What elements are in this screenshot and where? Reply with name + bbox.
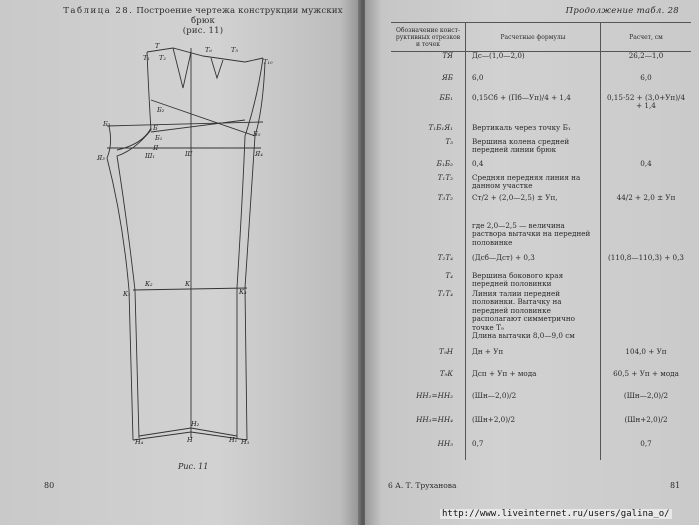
row-point: Т₂Т₄	[437, 252, 453, 262]
label-Sh: Ш	[185, 150, 193, 158]
row-point: Т₃Т₂	[437, 192, 453, 202]
row-point: НН₃=НН₄	[416, 415, 453, 424]
table-row	[391, 222, 691, 254]
label-T6: Т₆	[205, 46, 212, 54]
table-row	[391, 290, 691, 333]
row-formula: 0,15Сб + (Пб—Уп)/4 + 1,4	[466, 94, 601, 124]
label-B5: Б₅	[253, 130, 261, 138]
row-calc: (110,8—110,3) + 0,3	[608, 252, 684, 262]
table-body	[391, 52, 691, 461]
table-title-ref: (рис. 11)	[182, 26, 224, 36]
label-N5: Н₂	[191, 420, 200, 428]
row-calc	[601, 290, 692, 333]
table-row	[391, 440, 691, 460]
table-title-text: Построение чертежа конструкции мужских брюк	[136, 6, 343, 26]
inseam-left	[117, 52, 151, 438]
row-calc: 0,7	[640, 439, 652, 448]
label-Ya3: Я₃	[97, 154, 105, 162]
label-T2: Т₂	[159, 54, 166, 62]
row-calc	[601, 138, 692, 160]
label-K: К	[185, 280, 191, 288]
table-row	[391, 74, 691, 94]
row-formula: Дс—(1,0—2,0)	[466, 52, 601, 74]
label-T5: Т₅	[231, 46, 238, 54]
table-row	[391, 52, 691, 74]
continuation-header: Продолжение табл. 28	[565, 6, 679, 16]
label-K1: К₁	[123, 290, 131, 298]
left-page-number: 80	[44, 481, 55, 490]
source-url[interactable]: http://www.liveinternet.ru/users/galina_o/	[442, 509, 670, 519]
table-header-row	[391, 23, 691, 52]
table-row	[391, 392, 691, 416]
hip-line	[107, 122, 263, 126]
row-formula: 6,0	[466, 74, 601, 94]
construction-table	[391, 22, 691, 460]
table-row	[391, 272, 691, 290]
label-Sh1: Ш₁	[145, 152, 156, 160]
row-calc: 0,4	[640, 158, 652, 168]
row-calc	[601, 222, 692, 254]
label-N1: Н₁	[229, 436, 238, 444]
row-calc: (Шн+2,0)/2	[624, 415, 668, 424]
row-formula: Вертикаль через точку Б₁	[466, 124, 601, 138]
label-B3: Б₃	[103, 120, 111, 128]
table-row	[391, 138, 691, 160]
dart-back	[211, 58, 223, 78]
row-calc: (Шн—2,0)/2	[623, 391, 669, 400]
row-formula: Вершина бокового края передней половинки	[466, 272, 601, 290]
table-row	[391, 416, 691, 440]
row-point: Т₁Б₁Я₁	[428, 122, 453, 132]
row-formula: Ст/2 + (2,0—2,5) ± Уп,	[466, 194, 601, 222]
col-header-formulas: Расчетные формулы	[466, 23, 601, 52]
row-point: ЯБ	[441, 72, 453, 82]
table-title	[58, 6, 348, 36]
right-page	[365, 0, 699, 525]
row-point: НН₅	[437, 439, 453, 448]
row-calc: 0,15·52 + (3,0+Уп)/4 + 1,4	[606, 92, 686, 110]
label-Ya4: Я₄	[255, 150, 263, 158]
label-T1: Т₁	[143, 54, 150, 62]
row-calc	[601, 174, 692, 194]
table-row	[391, 94, 691, 124]
row-calc: 44/2 + 2,0 ± Уп	[616, 192, 676, 202]
row-point: Т₁Т₂	[437, 172, 453, 182]
right-page-number: 81	[670, 481, 681, 490]
label-T10: Т₁₀	[263, 58, 273, 66]
dart-front	[173, 48, 191, 88]
row-formula: Вершина колена средней передней линии брюк	[466, 138, 601, 160]
label-B2: Б₂	[157, 106, 165, 114]
row-formula: Дн + Уп	[466, 348, 601, 370]
row-formula: 0,4	[466, 160, 601, 174]
label-N: Н	[187, 436, 193, 444]
label-T: Т	[155, 42, 160, 50]
row-calc	[601, 332, 692, 348]
table-row	[391, 160, 691, 174]
col-header-calc: Расчет, см	[601, 23, 692, 52]
row-formula: Дсп + Уп + мода	[466, 370, 601, 392]
figure-caption: Рис. 11	[178, 462, 209, 471]
side-seam-right-back	[245, 62, 265, 440]
row-point: Т₃	[445, 136, 453, 146]
row-formula: 0,7	[466, 440, 601, 460]
row-calc: 26,2—1,0	[628, 51, 664, 60]
label-B: Б	[153, 124, 158, 132]
author-footer: 6 А. Т. Труханова	[388, 481, 457, 490]
label-N3: Н₃	[241, 438, 250, 446]
knee-line	[133, 288, 247, 290]
row-calc: 104,0 + Уп	[625, 347, 667, 356]
row-point: НН₁=НН₂	[416, 391, 453, 400]
row-formula: (Дсб—Дст) + 0,3	[466, 254, 601, 272]
trouser-pattern-drawing	[95, 40, 295, 450]
row-calc	[601, 124, 692, 138]
row-calc: 60,5 + Уп + мода	[613, 369, 679, 378]
row-point: ББ₁	[439, 92, 453, 102]
row-formula: (Шн—2,0)/2	[466, 392, 601, 416]
row-point	[391, 222, 466, 254]
row-formula: где 2,0—2,5 — величина раствора вытачки на передней половинке	[466, 222, 601, 254]
row-point	[391, 332, 466, 348]
row-point: ТЯ	[442, 51, 453, 60]
table-row	[391, 332, 691, 348]
slant-line	[151, 100, 255, 136]
label-N4: Н₄	[135, 438, 144, 446]
table-title-prefix: Таблица 28.	[63, 6, 134, 16]
table-row	[391, 254, 691, 272]
row-point: Т₄	[445, 270, 453, 280]
row-point: Т₉Н	[439, 347, 453, 356]
row-calc: 6,0	[640, 72, 652, 82]
pocket-line	[151, 120, 245, 132]
row-point: Т₁Т₄	[437, 288, 453, 298]
col-header-points: Обозначение конст-руктивных отрезков и точек	[391, 23, 466, 52]
label-K2: К₂	[145, 280, 153, 288]
label-Ya: Я	[153, 144, 159, 152]
table-row	[391, 174, 691, 194]
row-point: Т₉К	[439, 369, 453, 378]
row-formula: Линия талии передней половинки. Вытачку на передней половинке располагают симметрично точке Т₉	[466, 290, 601, 333]
row-calc	[601, 272, 692, 290]
table-row	[391, 348, 691, 370]
row-formula: Средняя передняя линия на данном участке	[466, 174, 601, 194]
row-point: Б₁Б₂	[436, 158, 453, 168]
table-row	[391, 124, 691, 138]
table-row	[391, 370, 691, 392]
table-row	[391, 194, 691, 222]
row-formula: Длина вытачки 8,0—9,0 см	[466, 332, 601, 348]
label-B1: Б₁	[155, 134, 163, 142]
row-formula: (Шн+2,0)/2	[466, 416, 601, 440]
label-K3: К₃	[239, 288, 247, 296]
side-seam-right	[237, 58, 263, 438]
